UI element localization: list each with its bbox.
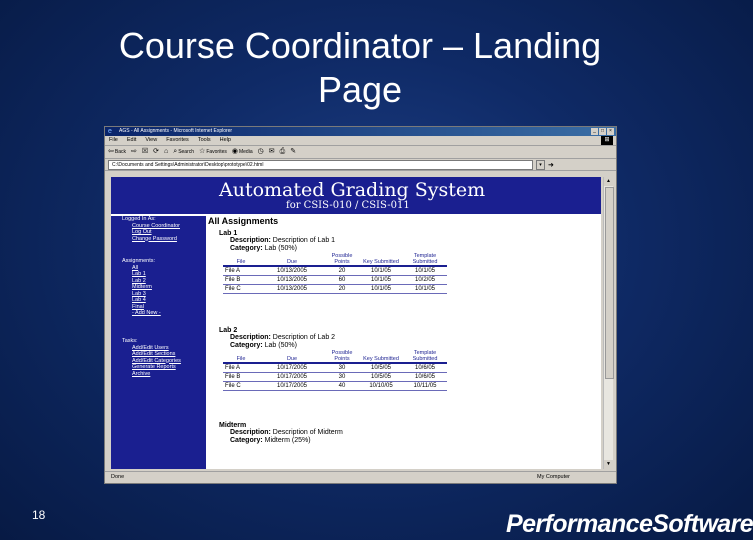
points-cell: 30 — [325, 373, 359, 382]
menu-view[interactable]: View — [145, 137, 158, 143]
sidebar-item-all[interactable]: All — [132, 264, 139, 271]
column-header: Due — [259, 253, 325, 266]
column-header: Possible Points — [325, 253, 359, 266]
assignment-description: Description: Description of Lab 1 — [230, 237, 336, 244]
close-icon[interactable]: × — [607, 128, 614, 135]
chevron-down-icon[interactable]: ▾ — [536, 160, 545, 170]
menu-help[interactable]: Help — [219, 137, 231, 143]
column-header: Possible Points — [325, 350, 359, 363]
change-password-link[interactable]: Change Password — [132, 235, 177, 242]
table-row[interactable] — [223, 373, 447, 382]
mail-icon[interactable]: ✉ — [268, 148, 275, 155]
files-table — [223, 253, 447, 294]
column-header: Template Submitted — [403, 350, 447, 363]
assignment-name: Midterm — [219, 422, 247, 429]
menu-file[interactable]: File — [109, 137, 118, 143]
minimize-icon[interactable]: _ — [591, 128, 598, 135]
due-cell: 10/13/2005 — [259, 285, 325, 294]
scrollbar-thumb[interactable] — [605, 187, 614, 379]
assignment-name: Lab 2 — [219, 327, 238, 334]
sidebar-item-final[interactable]: Final — [132, 303, 144, 310]
task-generate-reports[interactable]: Generate Reports — [132, 364, 176, 370]
table-row[interactable] — [223, 266, 447, 276]
due-cell: 10/17/2005 — [259, 382, 325, 391]
due-cell: 10/13/2005 — [259, 266, 325, 276]
page-title: All Assignments — [208, 216, 279, 226]
sidebar-item-lab2[interactable]: Lab 2 — [132, 277, 146, 284]
home-icon[interactable]: ⌂ — [164, 148, 169, 155]
slide-title — [0, 24, 720, 112]
assignments-label: Assignments: — [122, 258, 156, 264]
file-cell[interactable]: File A — [223, 266, 259, 276]
points-cell: 60 — [325, 276, 359, 285]
status-text: Done — [111, 474, 125, 480]
table-header-row — [223, 253, 447, 266]
task-archive[interactable]: Archive — [132, 370, 151, 377]
sidebar-item-lab1[interactable]: Lab 1 — [132, 271, 146, 277]
template-cell: 10/2/05 — [403, 276, 447, 285]
menu-favorites[interactable]: Favorites — [166, 137, 189, 143]
course-subtitle: for CSIS-010 / CSIS-011 — [286, 200, 410, 211]
scroll-down-icon[interactable]: ▼ — [604, 460, 613, 469]
sidebar-item-midterm[interactable]: Midterm — [132, 284, 152, 290]
key-cell: 10/1/05 — [359, 285, 403, 294]
column-header: File — [223, 253, 259, 266]
assignment-name: Lab 1 — [219, 230, 238, 237]
slide-number: 18 — [32, 508, 46, 522]
role-link[interactable]: Course Coordinator — [132, 222, 180, 229]
refresh-icon[interactable]: ⟳ — [153, 148, 160, 155]
file-cell[interactable]: File B — [223, 373, 259, 382]
brand-logo: PerformanceSoftware — [506, 510, 753, 538]
stop-icon[interactable]: ☒ — [141, 148, 149, 155]
status-bar — [105, 471, 616, 483]
assignment-section — [219, 327, 479, 391]
column-header: Key Submitted — [359, 253, 403, 266]
key-cell: 10/1/05 — [359, 266, 403, 276]
table-row[interactable] — [223, 276, 447, 285]
scroll-up-icon[interactable]: ▲ — [604, 177, 613, 186]
points-cell: 20 — [325, 285, 359, 294]
star-icon: ☆ — [199, 148, 206, 155]
sidebar-item-add-new[interactable]: - Add New - — [132, 310, 161, 316]
favorites-button[interactable]: ☆ Favorites — [199, 148, 227, 155]
menu-tools[interactable]: Tools — [197, 137, 211, 143]
web-page — [111, 177, 601, 469]
key-cell: 10/10/05 — [359, 382, 403, 391]
sidebar-item-lab4[interactable]: Lab 4 — [132, 297, 146, 303]
sidebar-item-lab3[interactable]: Lab 3 — [132, 290, 146, 297]
search-button[interactable]: ⌕ Search — [173, 148, 195, 155]
file-cell[interactable]: File C — [223, 285, 259, 294]
logout-link[interactable]: Log Out — [132, 229, 152, 235]
task-add-edit-sections[interactable]: Add/Edit Sections — [132, 351, 176, 357]
column-header: Key Submitted — [359, 350, 403, 363]
table-header-row — [223, 350, 447, 363]
window-title: AGS - All Assignments - Microsoft Internet Explorer — [119, 128, 233, 134]
column-header: Template Submitted — [403, 253, 447, 266]
zone-text: My Computer — [537, 474, 571, 480]
table-row[interactable] — [223, 363, 447, 373]
table-row[interactable] — [223, 382, 447, 391]
address-bar — [105, 159, 616, 171]
file-cell[interactable]: File A — [223, 363, 259, 373]
slide-title-line2: Page — [317, 69, 403, 110]
task-add-edit-categories[interactable]: Add/Edit Categories — [132, 357, 181, 364]
assignment-description: Description: Description of Lab 2 — [230, 334, 336, 341]
print-icon[interactable]: ⎙ — [279, 148, 286, 155]
template-cell: 10/6/05 — [403, 373, 447, 382]
column-header: Due — [259, 350, 325, 363]
due-cell: 10/17/2005 — [259, 373, 325, 382]
points-cell: 40 — [325, 382, 359, 391]
menu-edit[interactable]: Edit — [126, 137, 137, 143]
key-cell: 10/5/05 — [359, 373, 403, 382]
points-cell: 20 — [325, 266, 359, 276]
history-icon[interactable]: ◷ — [257, 148, 264, 155]
forward-button[interactable]: ⇨ — [131, 148, 137, 155]
files-table — [223, 350, 447, 391]
back-arrow-icon: ⇦ — [108, 148, 114, 155]
media-button[interactable]: ◉ Media — [231, 148, 253, 155]
browser-window — [104, 126, 617, 484]
template-cell: 10/6/05 — [403, 363, 447, 373]
go-icon[interactable]: ➜ — [548, 161, 554, 169]
app-title: Automated Grading System — [219, 179, 486, 201]
task-add-edit-users[interactable]: Add/Edit Users — [132, 344, 169, 351]
due-cell: 10/17/2005 — [259, 363, 325, 373]
template-cell: 10/1/05 — [403, 266, 447, 276]
ie-logo-icon: e — [108, 128, 112, 135]
column-header: File — [223, 350, 259, 363]
menu-bar — [105, 136, 616, 146]
media-icon: ◉ — [231, 148, 238, 155]
key-cell: 10/1/05 — [359, 276, 403, 285]
file-cell[interactable]: File C — [223, 382, 259, 391]
edit-icon[interactable]: ✎ — [290, 148, 297, 155]
template-cell: 10/1/05 — [403, 285, 447, 294]
logged-in-label: Logged In As: — [122, 216, 156, 222]
sidebar — [111, 216, 206, 469]
assignment-category: Category: Midterm (25%) — [230, 437, 311, 444]
search-icon: ⌕ — [173, 148, 178, 155]
windows-logo-icon: ⊞ — [601, 136, 613, 145]
assignment-description: Description: Description of Midterm — [230, 429, 343, 436]
window-titlebar — [105, 127, 616, 136]
assignment-section — [219, 230, 479, 294]
page-banner — [111, 177, 601, 214]
maximize-icon[interactable]: □ — [600, 128, 605, 134]
tasks-label: Tasks: — [122, 338, 138, 344]
back-button[interactable]: ⇦ Back — [108, 148, 126, 155]
due-cell: 10/13/2005 — [259, 276, 325, 285]
points-cell: 30 — [325, 363, 359, 373]
vertical-scrollbar[interactable] — [603, 177, 613, 469]
toolbar — [105, 146, 616, 159]
assignment-section — [219, 422, 479, 445]
template-cell: 10/11/05 — [403, 382, 447, 391]
slide-title-line1: Course Coordinator – Landing — [118, 25, 602, 66]
table-row[interactable] — [223, 285, 447, 294]
assignment-category: Category: Lab (50%) — [230, 245, 297, 252]
address-input[interactable]: C:\Documents and Settings\Administrator\Desktop\prototype\02.html — [108, 160, 533, 170]
file-cell[interactable]: File B — [223, 276, 259, 285]
assignment-category: Category: Lab (50%) — [230, 342, 297, 349]
key-cell: 10/5/05 — [359, 363, 403, 373]
